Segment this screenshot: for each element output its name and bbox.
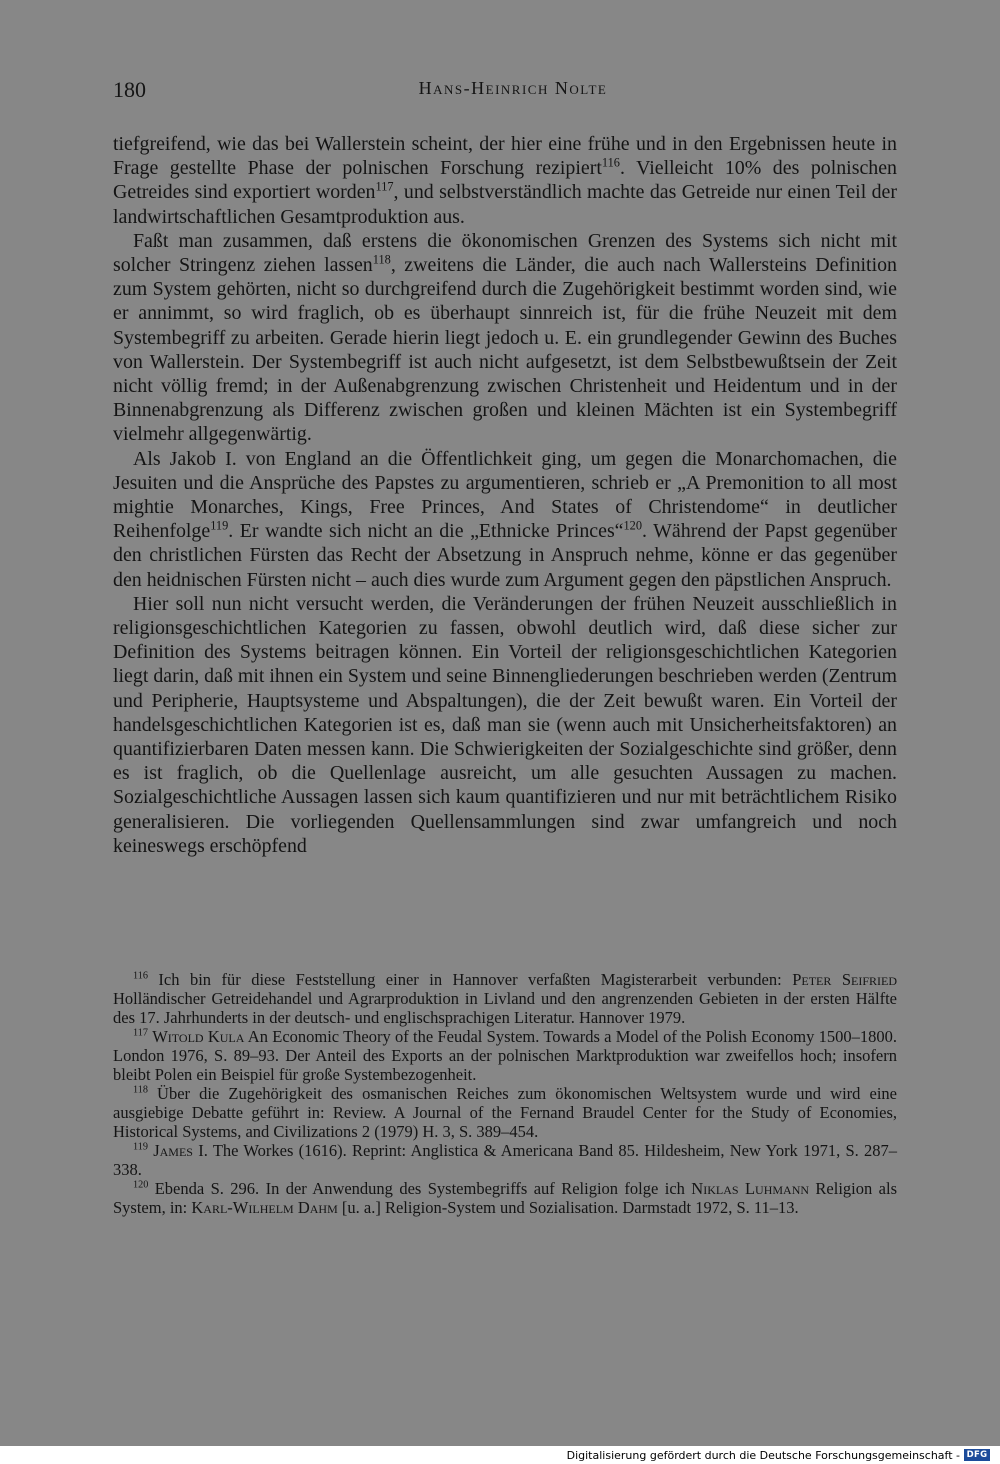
footnote-author: Karl-Wilhelm Dahm xyxy=(191,1198,338,1217)
text-run: . Vielleicht 10% des polnischen Getreides sind exportiert worden xyxy=(113,157,897,204)
footnote-ref-119: 119 xyxy=(210,518,229,533)
footnote-120 xyxy=(113,1179,897,1217)
footnote-text: Ebenda S. 296. In der Anwendung des Systembegriffs auf Religion folge ich xyxy=(148,1179,692,1198)
footnote-text: Holländischer Getreidehandel und Agrarproduktion in Livland und den angrenzenden Gebieten in der ersten Hälfte des 17. Jahrhunderts in der deutsch- und englischsprachigen Literatur. Hannover 1979. xyxy=(113,989,897,1027)
paragraph-1 xyxy=(113,132,897,229)
footnote-118 xyxy=(113,1084,897,1141)
text-run: Als Jakob I. von England an die Öffentlichkeit ging, um gegen die Monarchomachen, die Jesuiten und die Ansprüche des Papstes zu argumentieren, schrieb er „A Premonition to all most mightie Monarches, Kings, Free Princes, And States of Christendome“ in deutlicher Reihenfolge xyxy=(113,447,897,543)
footnote-number: 117 xyxy=(133,1027,148,1039)
footnote-119 xyxy=(113,1141,897,1179)
dfg-logo[interactable]: DFG xyxy=(964,1449,990,1461)
footnote-author: Niklas Luhmann xyxy=(691,1179,810,1198)
footnote-author: James I. xyxy=(153,1141,208,1160)
main-text xyxy=(113,132,897,858)
footnote-ref-120: 120 xyxy=(623,518,643,533)
text-run: . Er wandte sich nicht an die „Ethnicke Princes“ xyxy=(228,520,624,543)
funding-note: Digitalisierung gefördert durch die Deutsche Forschungsgemeinschaft - xyxy=(566,1448,960,1462)
footnote-number: 118 xyxy=(133,1084,148,1096)
page-number: 180 xyxy=(113,77,146,102)
footnote-ref-116: 116 xyxy=(601,155,620,170)
footnote-ref-117: 117 xyxy=(375,179,394,194)
text-run: , und selbstverständlich machte das Getreide nur einen Teil der landwirtschaftlichen Gesamtproduktion aus. xyxy=(113,181,897,228)
footnote-text: [u. a.] Religion-System und Sozialisation. Darmstadt 1972, S. 11–13. xyxy=(337,1198,799,1217)
footnote-number: 119 xyxy=(133,1141,148,1153)
digitization-footer xyxy=(567,1448,990,1462)
text-run: , zweitens die Länder, die auch nach Wallersteins Definition zum System gehörten, nicht so durchgreifend durch die Zugehörigkeit bestimmt worden sind, wie er annimmt, so wird fraglich, ob es überhaupt sinnreich ist, für die frühe Neuzeit mit dem Systembegriff zu arbeiten. Gerade hierin liegt jedoch u. E. ein grundlegender Gewinn des Buches von Wallerstein. Der Systembegriff ist auch nicht aufgesetzt, ist dem Selbstbewußtsein der Zeit nicht völlig fremd; in der Außenabgrenzung zwischen Christenheit und Heidentum und in der Binnenabgrenzung als Differenz zwischen großen und kleinen Mächten ist ein Systembegriff vielmehr allgegenwärtig. xyxy=(113,254,897,446)
footnote-number: 116 xyxy=(133,970,148,982)
footnote-117 xyxy=(113,1027,897,1084)
footnote-text: Über die Zugehörigkeit des osmanischen Reiches zum ökonomischen Weltsystem wurde und wird eine ausgiebige Debatte geführt in: Review. A Journal of the Fernand Braudel Center for the Study of Economies, Historical Systems, and Civilizations 2 (1979) H. 3, S. 389–454. xyxy=(113,1084,897,1141)
paragraph-2 xyxy=(113,229,897,447)
text-run: . Während der Papst gegenüber den christlichen Fürsten das Recht der Absetzung in Anspruch nehme, könne er das gegenüber den heidnischen Fürsten nicht – auch dies wurde zum Argument gegen den päpstlichen Anspruch. xyxy=(113,520,897,591)
page-header xyxy=(113,77,897,105)
footnote-text: The Workes (1616). Reprint: Anglistica & Americana Band 85. Hildesheim, New York 1971, S. 287–338. xyxy=(113,1141,898,1179)
text-run: tiefgreifend, wie das bei Wallerstein scheint, der hier eine frühe und in den Ergebnissen heute in Frage gestellte Phase der polnischen Forschung rezipiert xyxy=(113,133,897,180)
footnote-116 xyxy=(113,970,897,1027)
running-head-author: Hans-Heinrich Nolte xyxy=(418,78,608,98)
text-run: Faßt man zusammen, daß erstens die ökonomischen Grenzen des Systems sich nicht mit solcher Stringenz ziehen lassen xyxy=(113,229,897,277)
paragraph-3 xyxy=(113,447,897,592)
footnotes xyxy=(113,970,897,1217)
footnote-text: Religion als System, in: xyxy=(113,1179,897,1217)
footnote-author: Witold Kula xyxy=(152,1027,245,1046)
footnote-ref-118: 118 xyxy=(372,252,391,267)
footnote-text: Ich bin für diese Feststellung einer in Hannover verfaßten Magisterarbeit verbunden: xyxy=(147,970,793,989)
footnote-text: An Economic Theory of the Feudal System. Towards a Model of the Polish Economy 1500–1800. London 1976, S. 89–93. Der Anteil des Exports an der polnischen Marktproduktion war zweifellos hoch; insofern bleibt Polen ein Beispiel für große Systembezogenheit. xyxy=(113,1027,897,1084)
footnote-author: Peter Seifried xyxy=(792,970,897,989)
paragraph-4: Hier soll nun nicht versucht werden, die Veränderungen der frühen Neuzeit ausschließlich in religionsgeschichtlichen Kategorien zu fassen, obwohl deutlich wird, daß diese sicher zur Definition des Systems beitragen können. Ein Vorteil der religionsgeschichtlichen Kategorien liegt darin, daß mit ihnen ein System und seine Binnengliederungen beschrieben werden (Zentrum und Peripherie, Hauptsysteme und Abspaltungen), die der Zeit bewußt waren. Ein Vorteil der handelsgeschichtlichen Kategorien ist es, daß man sie (wenn auch mit Unsicherheitsfaktoren) an quantifizierbaren Daten messen kann. Die Schwierigkeiten der Sozialgeschichte sind größer, denn es ist fraglich, ob die Quellenlage ausreicht, um alle gesuchten Aussagen zu machen. Sozialgeschichtliche Aussagen lassen sich kaum quantifizieren und nur mit beträchtlichem Risiko generalisieren. Die vorliegenden Quellensammlungen sind zwar umfangreich und noch keineswegs erschöpfend xyxy=(113,592,897,857)
footnote-number: 120 xyxy=(133,1179,149,1191)
